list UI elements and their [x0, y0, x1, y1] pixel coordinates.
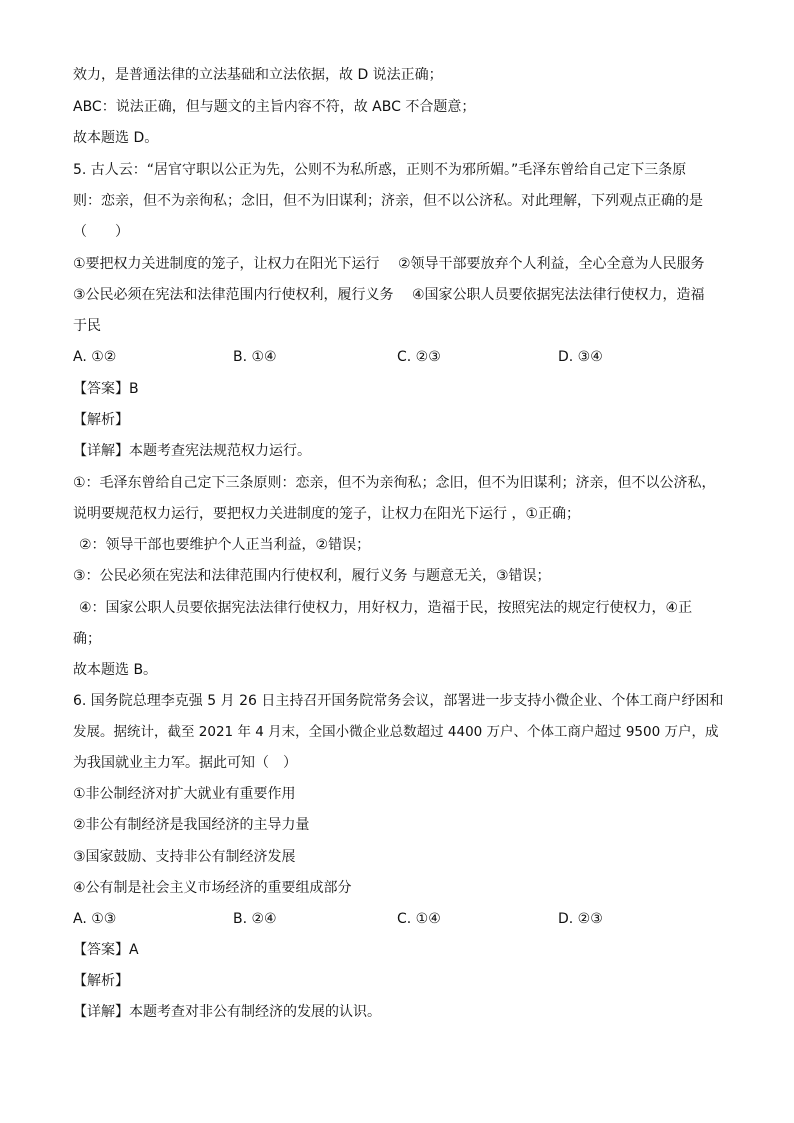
- question-5-stem: 5. 古人云：“居官守职以公正为先，公则不为私所惑，正则不为邪所媚。”毛泽东曾给自己定下三条原: [73, 162, 687, 178]
- option-c: C. ①④: [397, 911, 441, 927]
- question-6-stem: 发展。据统计，截至 2021 年 4 月末，全国小微企业总数超过 4400 万户、个体工商户超过 9500 万户，成: [73, 724, 719, 740]
- question-6-statement: ①非公制经济对扩大就业有重要作用: [73, 786, 296, 802]
- answer-label: 【答案】B: [73, 381, 139, 397]
- explanation-3: ③：公民必须在宪法和法律范围内行使权利，履行义务 与题意无关，③错误；: [73, 568, 551, 584]
- option-c: C. ②③: [397, 349, 441, 365]
- explanation-2: ②：领导干部也要维护个人正当利益，②错误；: [79, 537, 371, 553]
- conclusion-text: 故本题选 B。: [73, 662, 158, 678]
- question-5-stem: 则：恋亲，但不为亲徇私；念旧，但不为旧谋利；济亲，但不以公济私。对此理解，下列观点正确的是: [73, 193, 703, 209]
- question-5-statement: ③公民必须在宪法和法律范围内行使权利，履行义务 ④国家公职人员要依据宪法法律行使权力，造福: [73, 287, 705, 303]
- explanation-1: 说明要规范权力运行，要把权力关进制度的笼子，让权力在阳光下运行 ，①正确；: [73, 506, 580, 522]
- question-6-statement: ③国家鼓励、支持非公有制经济发展: [73, 849, 296, 865]
- question-6-options: [73, 909, 723, 929]
- option-d: D. ②③: [558, 911, 603, 927]
- option-a: A. ①②: [73, 349, 117, 365]
- text-line: ABC：说法正确，但与题文的主旨内容不符，故 ABC 不合题意；: [73, 99, 476, 115]
- question-5-statement: ①要把权力关进制度的笼子，让权力在阳光下运行 ②领导干部要放弃个人利益，全心全意为人民服务: [73, 256, 705, 272]
- question-6-stem: 为我国就业主力军。据此可知（ ）: [73, 755, 297, 771]
- answer-label: 【答案】A: [73, 942, 139, 958]
- question-6-stem: 6. 国务院总理李克强 5 月 26 日主持召开国务院常务会议，部署进一步支持小微企业、个体工商户纾困和: [73, 693, 724, 709]
- question-6-statement: ④公有制是社会主义市场经济的重要组成部分: [73, 880, 352, 896]
- text-line: 效力，是普通法律的立法基础和立法依据，故 D 说法正确；: [73, 67, 443, 83]
- question-5-stem: （ ）: [73, 224, 129, 240]
- detail-text: 【详解】本题考查对非公有制经济的发展的认识。: [73, 1004, 381, 1020]
- question-5-options: [73, 347, 723, 367]
- question-6-statement: ②非公有制经济是我国经济的主导力量: [73, 817, 310, 833]
- analysis-title: 【解析】: [73, 973, 129, 989]
- question-5-statement: 于民: [73, 318, 101, 334]
- text-line: 故本题选 D。: [73, 130, 159, 146]
- detail-text: 【详解】本题考查宪法规范权力运行。: [73, 443, 311, 459]
- option-d: D. ③④: [558, 349, 603, 365]
- explanation-4: 确；: [73, 631, 101, 647]
- option-b: B. ②④: [233, 911, 277, 927]
- explanation-1: ①：毛泽东曾给自己定下三条原则：恋亲，但不为亲徇私；念旧，但不为旧谋利；济亲，但不以公济私，: [73, 475, 716, 491]
- analysis-title: 【解析】: [73, 412, 129, 428]
- option-b: B. ①④: [233, 349, 277, 365]
- option-a: A. ①③: [73, 911, 117, 927]
- explanation-4: ④：国家公职人员要依据宪法法律行使权力，用好权力，造福于民，按照宪法的规定行使权力，④正: [79, 600, 693, 616]
